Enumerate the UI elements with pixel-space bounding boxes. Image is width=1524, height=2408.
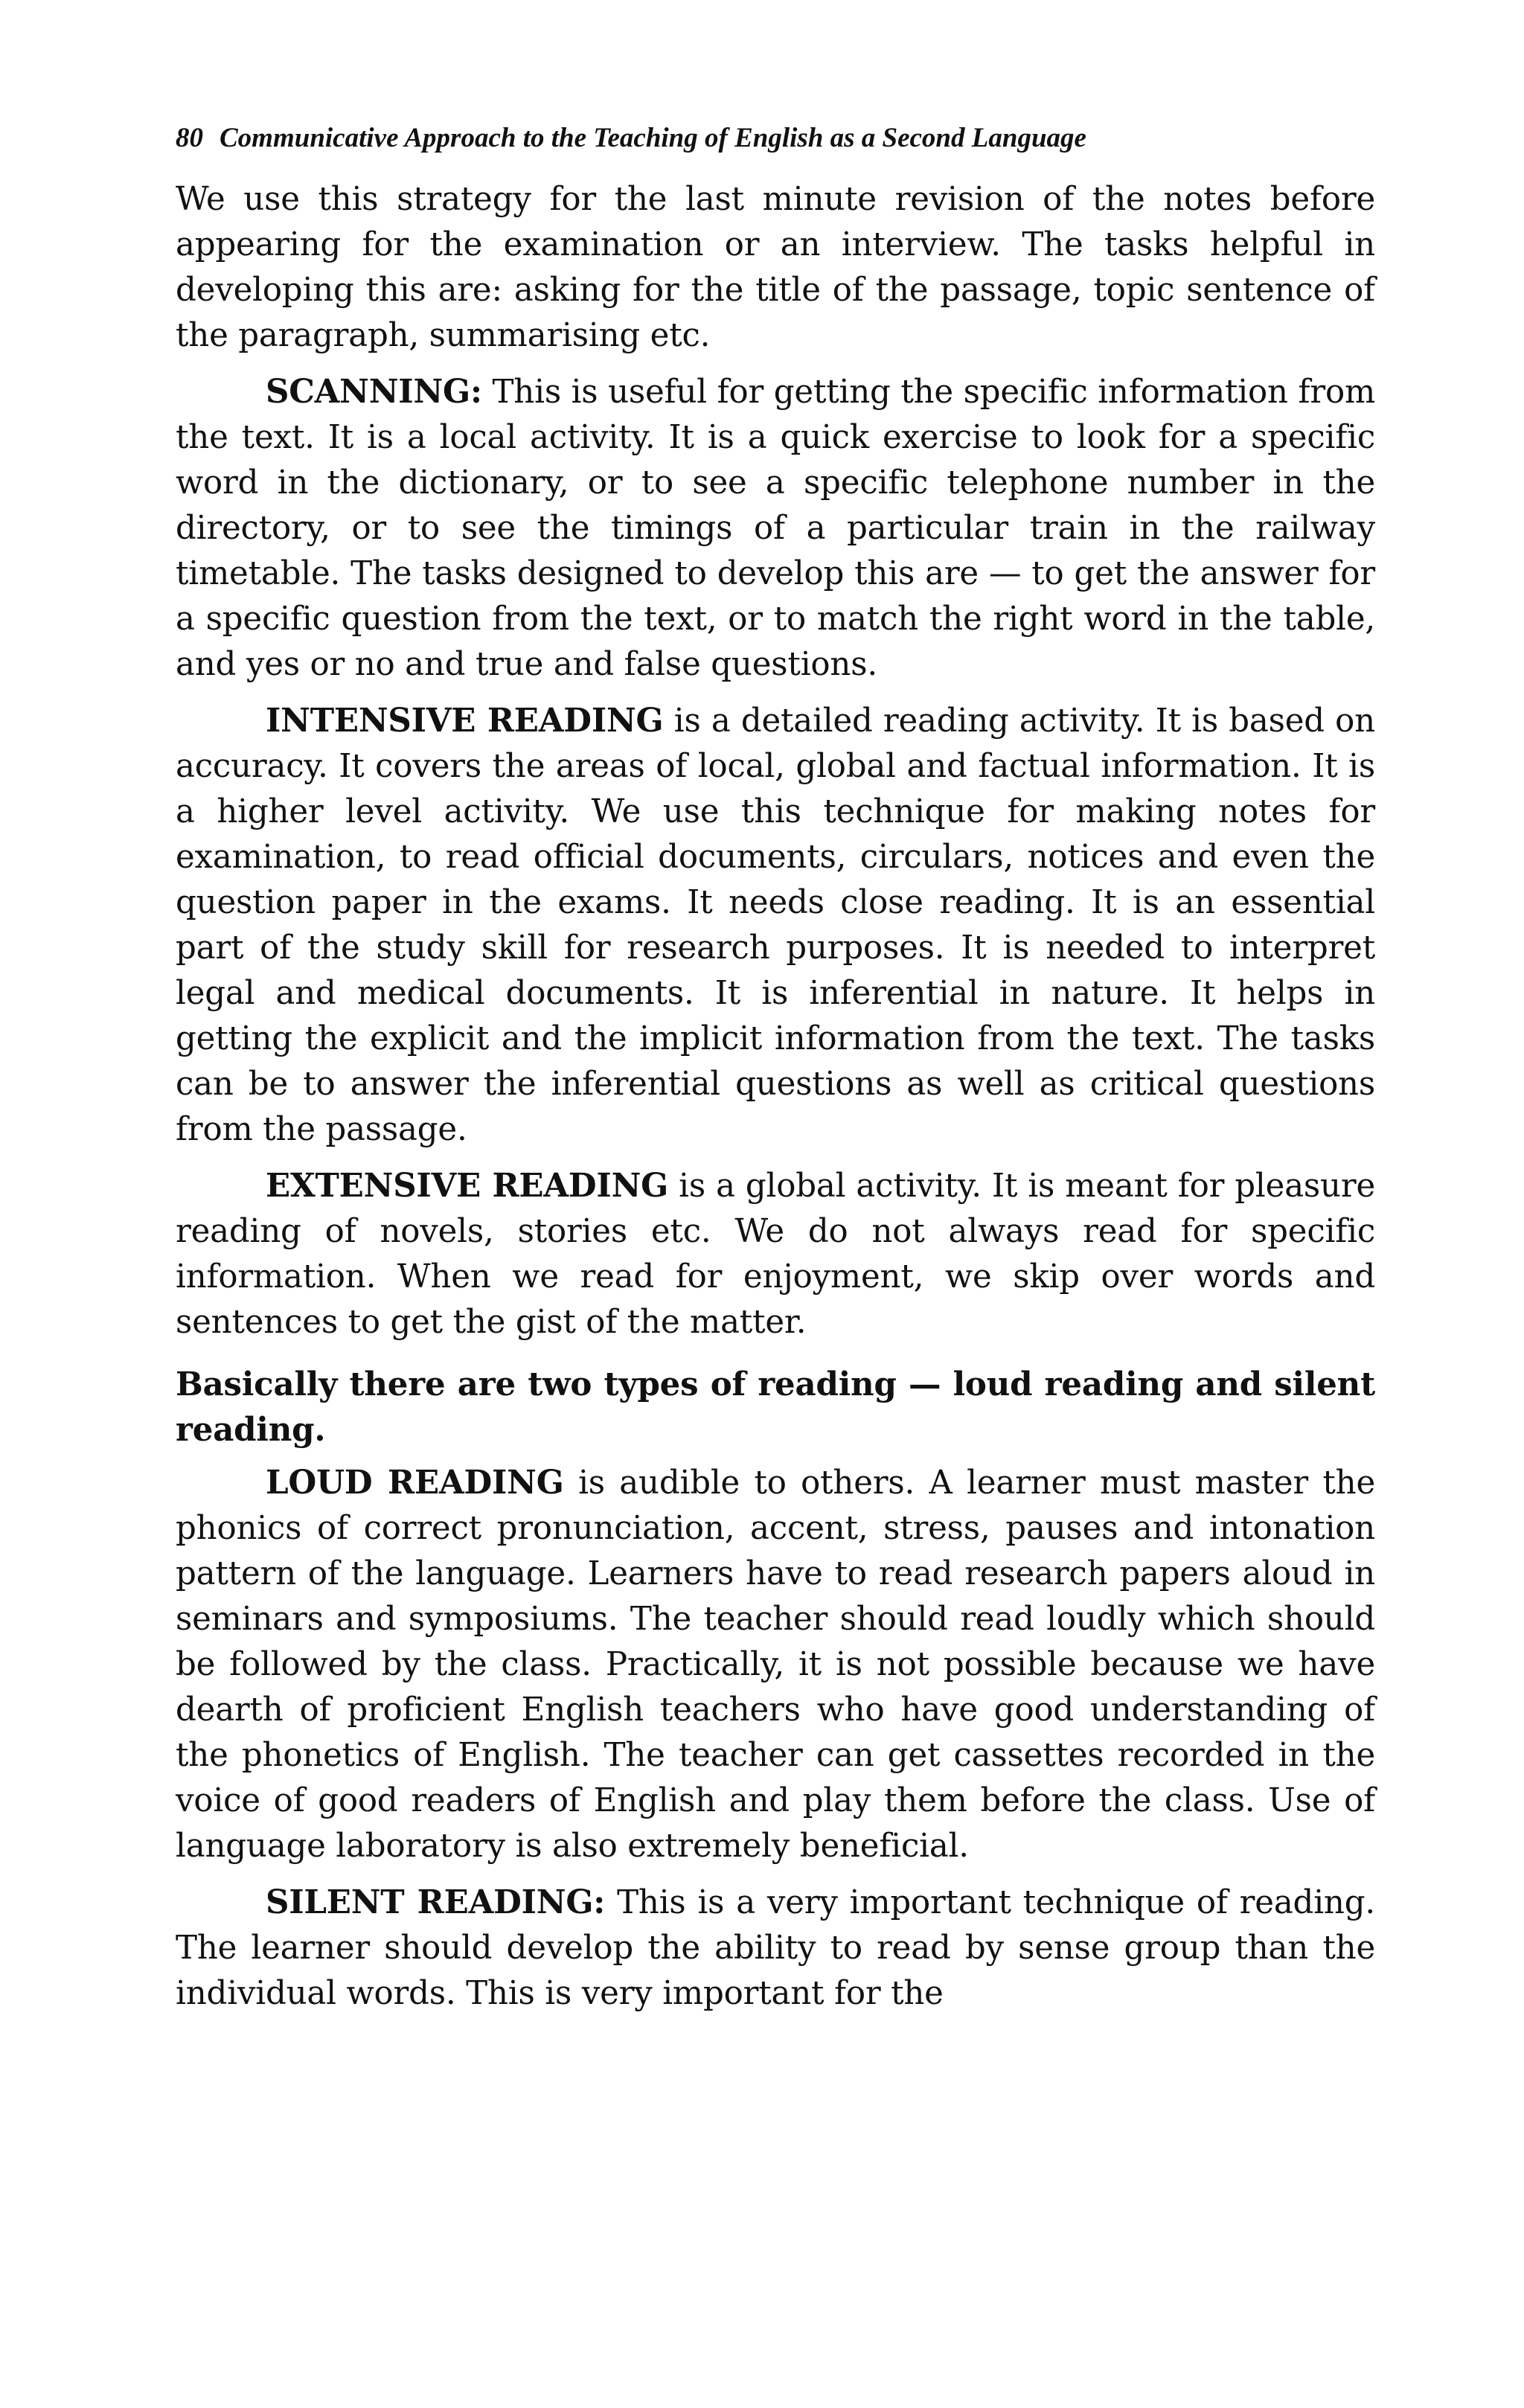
term-extensive-reading: EXTENSIVE READING (266, 1167, 669, 1205)
subheading-types-of-reading: Basically there are two types of reading — loud reading and silent reading. (176, 1365, 1375, 1449)
paragraph-extensive-reading (176, 1163, 1375, 1345)
paragraph-text: is a detailed reading activity. It is based on accuracy. It covers the areas of local, global and factual information. It is a higher level activity. We use this technique for making notes for examination, to read official documents, circulars, notices and even the question paper in the exams. It needs close reading. It is an essential part of the study skill for research purposes. It is needed to interpret legal and medical documents. It is inferential in nature. It helps in getting the explicit and the implicit information from the text. The tasks can be to answer the inferential questions as well as critical questions from the passage. (176, 702, 1375, 1148)
paragraph-scanning (176, 369, 1375, 688)
body-text (176, 177, 1375, 2017)
term-loud-reading: LOUD READING (266, 1464, 564, 1502)
paragraph-skimming-continued (176, 177, 1375, 359)
book-page (176, 121, 1375, 2027)
book-title: Communicative Approach to the Teaching of English as a Second Language (220, 123, 1086, 153)
term-intensive-reading: INTENSIVE READING (266, 702, 664, 740)
paragraph-text: is a global activity. It is meant for pleasure reading of novels, stories etc. We do not always read for specific information. When we read for enjoyment, we skip over words and sentences to get the gist of the matter. (176, 1168, 1376, 1341)
paragraph-intensive-reading (176, 698, 1375, 1153)
paragraph-text: This is useful for getting the specific information from the text. It is a local activity. It is a quick exercise to look for a specific word in the dictionary, or to see a specific telephone number in the directory, or to see the timings of a particular train in the railway timetable. The tasks designed to develop this are — to get the answer for a specific question from the text, or to match the right word in the table, and yes or no and true and false questions. (176, 374, 1375, 683)
term-silent-reading: SILENT READING: (266, 1883, 606, 1921)
page-number: 80 (176, 123, 203, 153)
term-scanning: SCANNING: (266, 373, 482, 411)
paragraph-text: This is a very important technique of reading. The learner should develop the ability to read by sense group than the individual words. This is very important for the (176, 1884, 1375, 2012)
running-header (176, 121, 1375, 156)
paragraph-text: is audible to others. A learner must master the phonics of correct pronunciation, accent, stress, pauses and intonation pattern of the language. Learners have to read research papers aloud in seminars and symposiums. The teacher should read loudly which should be followed by the class. Practically, it is not possible because we have dearth of proficient English teachers who have good understanding of the phonetics of English. The teacher can get cassettes recorded in the voice of good readers of English and play them before the class. Use of language laboratory is also extremely beneficial. (176, 1464, 1376, 1865)
paragraph-loud-reading (176, 1460, 1375, 1869)
paragraph-text: We use this strategy for the last minute revision of the notes before appearing for the examination or an interview. The tasks helpful in developing this are: asking for the title of the passage, topic sentence of the paragraph, summarising etc. (176, 181, 1375, 354)
paragraph-silent-reading (176, 1880, 1375, 2017)
